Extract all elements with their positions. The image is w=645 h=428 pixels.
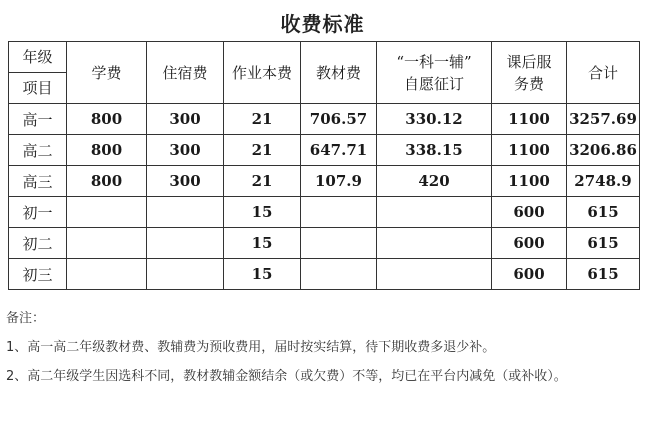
table-body: [9, 104, 640, 290]
table-row: [9, 259, 640, 290]
value-cell: [301, 228, 377, 259]
value-cell: 1100: [492, 135, 567, 166]
header-tuition-label: 学费: [91, 64, 122, 82]
value-cell: 2748.9: [567, 166, 640, 197]
value-cell: 600: [492, 197, 567, 228]
value-cell: [301, 197, 377, 228]
value-cell: 15: [224, 228, 301, 259]
value-cell: 300: [147, 104, 224, 135]
value-cell: [377, 228, 492, 259]
value-cell: 3206.86: [567, 135, 640, 166]
header-workbook-label: 作业本费: [231, 64, 292, 82]
note-item-1: 1、高一高二年级教材费、教辅费为预收费用，届时按实结算，待下期收费多退少补。: [6, 340, 496, 355]
value-cell: 600: [492, 259, 567, 290]
value-cell: 800: [67, 135, 147, 166]
value-cell: 300: [147, 135, 224, 166]
grade-cell: 高三: [9, 166, 67, 197]
value-cell: 647.71: [301, 135, 377, 166]
corner-item-label: 项目: [22, 79, 53, 97]
header-total: [567, 42, 640, 104]
header-after-school: [492, 42, 567, 104]
header-textbook: [301, 42, 377, 104]
header-textbook-label: 教材费: [315, 64, 361, 82]
table-row: [9, 135, 640, 166]
value-cell: 21: [224, 166, 301, 197]
value-cell: 615: [567, 228, 640, 259]
grade-cell: 初一: [9, 197, 67, 228]
value-cell: [67, 228, 147, 259]
value-cell: [377, 259, 492, 290]
header-after-school-line1: 课后服: [506, 52, 552, 71]
notes-section: [6, 304, 642, 391]
grade-cell: 初二: [9, 228, 67, 259]
header-tutor-book-line2: 自愿征订: [403, 74, 464, 93]
value-cell: 615: [567, 259, 640, 290]
value-cell: 330.12: [377, 104, 492, 135]
value-cell: [147, 228, 224, 259]
value-cell: [377, 197, 492, 228]
value-cell: [147, 197, 224, 228]
header-accommodation: [147, 42, 224, 104]
grade-cell: 初三: [9, 259, 67, 290]
value-cell: [67, 259, 147, 290]
value-cell: 1100: [492, 104, 567, 135]
value-cell: 706.57: [301, 104, 377, 135]
header-corner-cell: [9, 42, 67, 104]
value-cell: 800: [67, 104, 147, 135]
value-cell: 21: [224, 104, 301, 135]
fee-table: [8, 41, 640, 290]
value-cell: [67, 197, 147, 228]
value-cell: 420: [377, 166, 492, 197]
header-tutor-book-line1: “一科一辅”: [396, 52, 472, 71]
value-cell: 300: [147, 166, 224, 197]
value-cell: 15: [224, 259, 301, 290]
value-cell: 3257.69: [567, 104, 640, 135]
value-cell: 107.9: [301, 166, 377, 197]
table-header-row: [9, 42, 640, 104]
header-tuition: [67, 42, 147, 104]
table-row: [9, 228, 640, 259]
note-item-2: 2、高二年级学生因选科不同，教材教辅金额结余（或欠费）不等，均已在平台内减免（或补收）。: [6, 369, 567, 384]
grade-cell: 高一: [9, 104, 67, 135]
value-cell: 15: [224, 197, 301, 228]
value-cell: 1100: [492, 166, 567, 197]
value-cell: [301, 259, 377, 290]
value-cell: 615: [567, 197, 640, 228]
header-after-school-line2: 务费: [513, 74, 544, 93]
page-title: 收费标准: [280, 12, 365, 36]
table-row: [9, 166, 640, 197]
value-cell: 600: [492, 228, 567, 259]
table-row: [9, 104, 640, 135]
header-accommodation-label: 住宿费: [162, 64, 208, 82]
value-cell: 21: [224, 135, 301, 166]
table-row: [9, 197, 640, 228]
value-cell: [147, 259, 224, 290]
header-tutor-book: [377, 42, 492, 104]
header-total-label: 合计: [587, 64, 618, 82]
corner-grade-label: 年级: [9, 42, 66, 73]
grade-cell: 高二: [9, 135, 67, 166]
notes-heading: 备注：: [6, 311, 46, 326]
value-cell: 338.15: [377, 135, 492, 166]
value-cell: 800: [67, 166, 147, 197]
header-workbook: [224, 42, 301, 104]
